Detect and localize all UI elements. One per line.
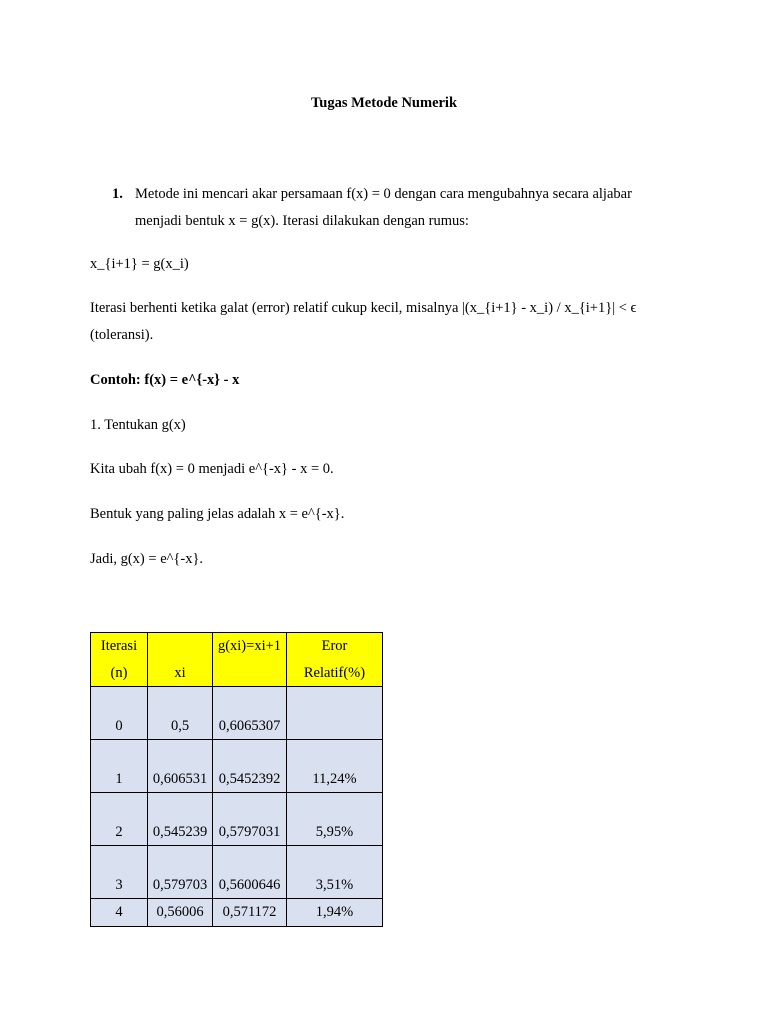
cell-xi: 0,606531: [148, 740, 213, 793]
step-1-heading: 1. Tentukan g(x): [90, 417, 186, 433]
document-title: Tugas Metode Numerik: [310, 95, 458, 111]
table-row: [91, 899, 383, 927]
cell-gxi: 0,571172: [213, 899, 287, 927]
item-number: 1.: [112, 186, 123, 202]
header-cell-xi: xi: [148, 633, 213, 687]
cell-xi: 0,5: [148, 687, 213, 740]
cell-iteration: 2: [91, 793, 148, 846]
item-text: Metode ini mencari akar persamaan f(x) = 0 dengan cara mengubahnya secara aljabar menjadi bentuk x = g(x). Iterasi dilakukan dengan rumus:: [135, 186, 632, 229]
cell-xi: 0,579703: [148, 846, 213, 899]
cell-xi: 0,56006: [148, 899, 213, 927]
header-cell-iteration: Iterasi (n): [91, 633, 148, 687]
table-row: [91, 846, 383, 899]
header-cell-gxi: g(xi)=xi+1: [213, 633, 287, 687]
table-row: [91, 740, 383, 793]
cell-iteration: 1: [91, 740, 148, 793]
cell-error: 11,24%: [287, 740, 383, 793]
iteration-formula: x_{i+1} = g(x_i): [90, 256, 189, 272]
cell-error: 3,51%: [287, 846, 383, 899]
cell-iteration: 4: [91, 899, 148, 927]
cell-gxi: 0,5600646: [213, 846, 287, 899]
cell-gxi: 0,5452392: [213, 740, 287, 793]
table-row: [91, 687, 383, 740]
stop-criteria-paragraph: Iterasi berhenti ketika galat (error) relatif cukup kecil, misalnya |(x_{i+1} - x_i) / x_{i+1}| < ϵ (toleransi).: [90, 300, 637, 343]
cell-gxi: 0,6065307: [213, 687, 287, 740]
numbered-item-1: [112, 181, 672, 235]
example-heading: Contoh: f(x) = e^{-x} - x: [90, 372, 240, 388]
table-header-row: [91, 633, 383, 687]
cell-gxi: 0,5797031: [213, 793, 287, 846]
cell-iteration: 3: [91, 846, 148, 899]
header-cell-relative-error: Eror Relatif(%): [287, 633, 383, 687]
table-row: [91, 793, 383, 846]
paragraph-transform: Kita ubah f(x) = 0 menjadi e^{-x} - x = 0.: [90, 461, 334, 477]
cell-error: 5,95%: [287, 793, 383, 846]
cell-error: 1,94%: [287, 899, 383, 927]
paragraph-conclusion: Jadi, g(x) = e^{-x}.: [90, 551, 204, 567]
iteration-table: [90, 632, 383, 927]
paragraph-form: Bentuk yang paling jelas adalah x = e^{-x}.: [90, 506, 345, 522]
cell-xi: 0,545239: [148, 793, 213, 846]
cell-error: [287, 687, 383, 740]
cell-iteration: 0: [91, 687, 148, 740]
